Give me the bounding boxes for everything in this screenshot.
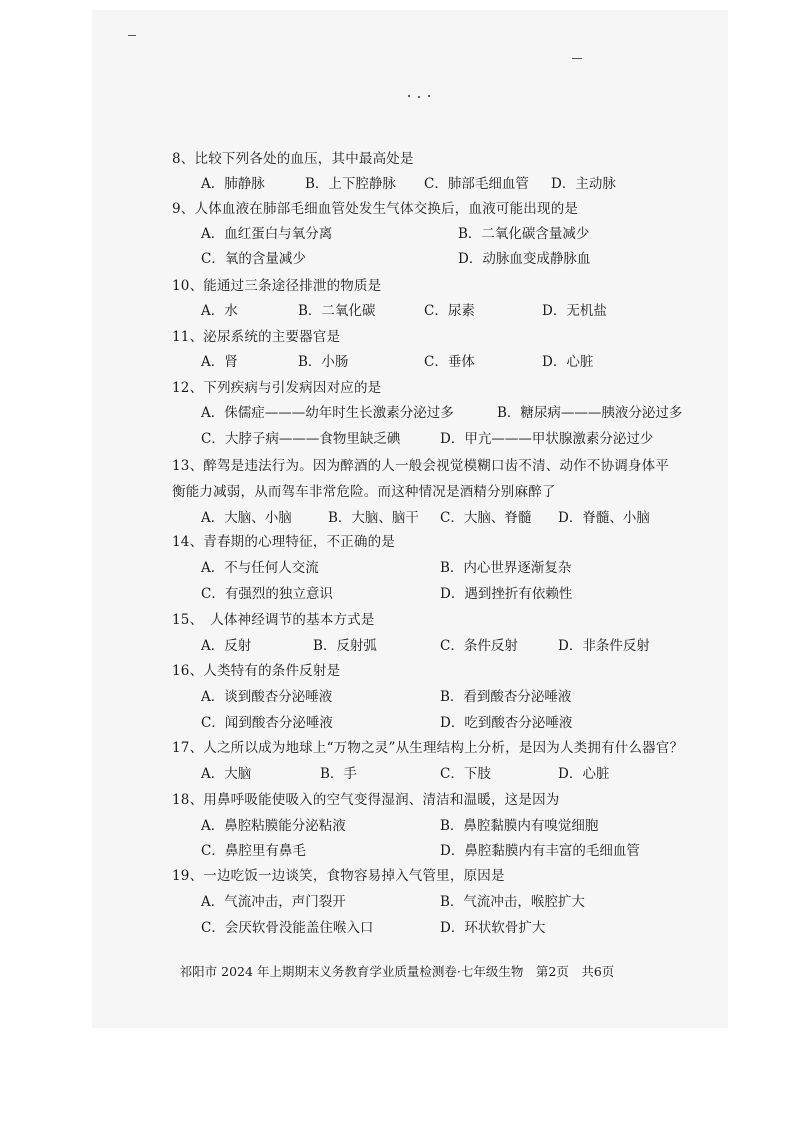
page-footer: 祁阳市 2024 年上期期末义务教育学业质量检测卷·七年级生物 第2页 共6页 [179,964,615,979]
answer-option: D．非条件反射 [558,638,650,654]
answer-option: A．气流冲击，声门裂开 [201,894,346,910]
answer-option: A．反射 [201,638,252,654]
answer-option: D．主动脉 [551,176,616,192]
question-stem: 12、下列疾病与引发病因对应的是 [172,380,382,396]
answer-option: D．脊髓、小脑 [558,510,650,526]
question-stem: 8、比较下列各处的血压，其中最高处是 [172,151,414,167]
question-stem: 11、泌尿系统的主要器官是 [172,329,341,345]
question-stem: 14、青春期的心理特征，不正确的是 [172,534,396,550]
question-stem: 13、醉驾是违法行为。因为醉酒的人一般会视觉模糊口齿不清、动作不协调身体平 [172,458,670,474]
answer-option: D．甲亢———甲状腺激素分泌过少 [440,431,654,447]
answer-option: A．血红蛋白与氧分离 [201,226,333,242]
answer-option: C．下肢 [440,766,491,782]
answer-option: B．大脑、脑干 [328,510,419,526]
answer-option: C．条件反射 [440,638,518,654]
answer-option: B．鼻腔黏膜内有嗅觉细胞 [440,818,599,834]
answer-option: D．心脏 [542,354,594,370]
answer-option: B．内心世界逐渐复杂 [440,560,572,576]
answer-option: B．反射弧 [313,638,377,654]
answer-option: B．二氧化碳含量减少 [458,226,590,242]
question-stem-continued: 衡能力减弱，从而驾车非常危险。而这种情况是酒精分别麻醉了 [172,484,556,500]
answer-option: C．肺部毛细血管 [424,176,529,192]
answer-option: A．水 [201,303,238,319]
answer-option: B．小肠 [298,354,349,370]
question-stem: 15、 人体神经调节的基本方式是 [172,612,375,628]
question-stem: 10、能通过三条途径排泄的物质是 [172,278,382,294]
answer-option: B．二氧化碳 [298,303,376,319]
answer-option: C．闻到酸杏分泌唾液 [201,715,333,731]
answer-option: A．大脑 [201,766,252,782]
answer-option: C．大脑、脊髓 [440,510,532,526]
answer-option: D．环状软骨扩大 [440,920,546,936]
answer-option: D．鼻腔黏膜内有丰富的毛细血管 [440,843,640,859]
question-stem: 9、人体血液在肺部毛细血管处发生气体交换后，血液可能出现的是 [172,201,579,217]
answer-option: B．上下腔静脉 [305,176,396,192]
answer-option: D．遇到挫折有依赖性 [440,586,573,602]
answer-option: D．动脉血变成静脉血 [458,251,591,267]
answer-option: A．侏儒症———幼年时生长激素分泌过多 [201,405,454,421]
question-stem: 17、人之所以成为地球上“万物之灵”从生理结构上分析，是因为人类拥有什么器官？ [172,740,684,756]
answer-option: A．肾 [201,354,238,370]
answer-option: A．肺静脉 [201,176,265,192]
question-stem: 19、一边吃饭一边谈笑，食物容易掉入气管里，原因是 [172,868,505,884]
answer-option: C．氧的含量减少 [201,251,306,267]
answer-option: B．看到酸杏分泌唾液 [440,689,572,705]
answer-option: C．尿素 [424,303,475,319]
answer-option: D．吃到酸杏分泌唾液 [440,715,573,731]
answer-option: C．鼻腔里有鼻毛 [201,843,306,859]
answer-option: D．心脏 [558,766,610,782]
answer-option: A．不与任何人交流 [201,560,319,576]
answer-option: B．气流冲击，喉腔扩大 [440,894,585,910]
answer-option: B．糖尿病———胰液分泌过多 [497,405,683,421]
answer-option: A．鼻腔粘膜能分泌粘液 [201,818,346,834]
answer-option: B．手 [320,766,357,782]
answer-option: C．有强烈的独立意识 [201,586,333,602]
answer-option: C．大脖子病———食物里缺乏碘 [201,431,401,447]
answer-option: D．无机盐 [542,303,607,319]
answer-option: C．会厌软骨没能盖住喉入口 [201,920,374,936]
answer-option: C．垂体 [424,354,475,370]
answer-option: A．大脑、小脑 [201,510,292,526]
answer-option: A．谈到酸杏分泌唾液 [201,689,333,705]
question-stem: 16、人类特有的条件反射是 [172,663,341,679]
question-stem: 18、用鼻呼吸能使吸入的空气变得湿润、清洁和温暖，这是因为 [172,792,560,808]
